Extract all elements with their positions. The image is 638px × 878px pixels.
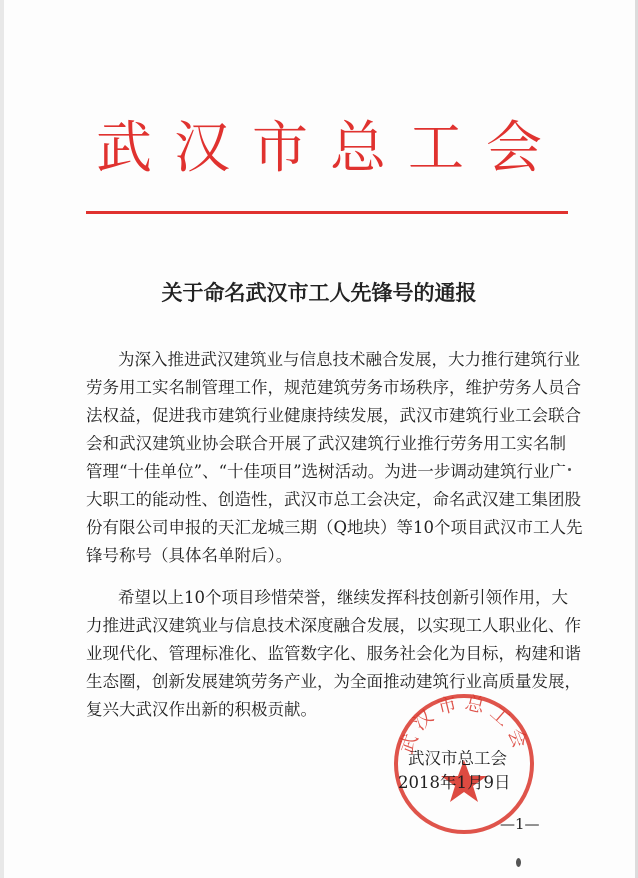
paragraph-2-line: 复兴大武汉作出新的积极贡献。 xyxy=(86,700,317,719)
paragraph-1-line: 锋号称号（具体名单附后）。 xyxy=(86,546,293,565)
paragraph-2-line: 生态圈，创新发展建筑劳务产业，为全面推动建筑行业高质量发展， xyxy=(86,672,581,691)
paragraph-2-line: 希望以上10个项目珍惜荣誉，继续发挥科技创新引领作用，大 xyxy=(118,588,568,607)
paragraph-1-line: 会和武汉建筑业协会联合开展了武汉建筑行业推行劳务用工实名制 xyxy=(86,434,566,453)
paragraph-2-line: 业现代化、管理标准化、监管数字化、服务社会化为目标，构建和谐 xyxy=(86,644,581,663)
svg-text:武汉市总工会 xyxy=(395,692,533,757)
page-number: —1— xyxy=(500,815,540,833)
paragraph-1-line: 劳务用工实名制管理工作，规范建筑劳务市场秩序，维护劳务人员合 xyxy=(86,378,581,397)
paragraph-1-line: 份有限公司申报的天汇龙城三期（Q地块）等10个项目武汉市工人先 xyxy=(86,518,583,537)
document-title: 关于命名武汉市工人先锋号的通报 xyxy=(161,281,477,305)
seal-text: 武汉市总工会 xyxy=(395,691,533,757)
paragraph-1-line: 大职工的能动性、创造性，武汉市总工会决定，命名武汉建工集团股 xyxy=(86,490,581,509)
paragraph-1-line: 管理“十佳单位”、“十佳项目”选树活动。为进一步调动建筑行业广 xyxy=(86,462,566,481)
paragraph-1-line: 法权益，促进我市建筑行业健康持续发展，武汉市建筑行业工会联合 xyxy=(86,406,581,425)
paragraph-2-line: 力推进武汉建筑业与信息技术深度融合发展，以实现工人职业化、作 xyxy=(86,616,581,635)
signature-date: 2018年1月9日 xyxy=(398,773,511,792)
scan-speck xyxy=(516,858,521,867)
letterhead-red-rule xyxy=(86,211,568,214)
signature-organization: 武汉市总工会 xyxy=(408,749,507,768)
paragraph-1-line: 为深入推进武汉建筑业与信息技术融合发展，大力推行建筑行业 xyxy=(118,350,580,369)
scan-speck xyxy=(568,468,571,471)
letterhead-organization: 武汉市总工会 xyxy=(96,116,564,181)
